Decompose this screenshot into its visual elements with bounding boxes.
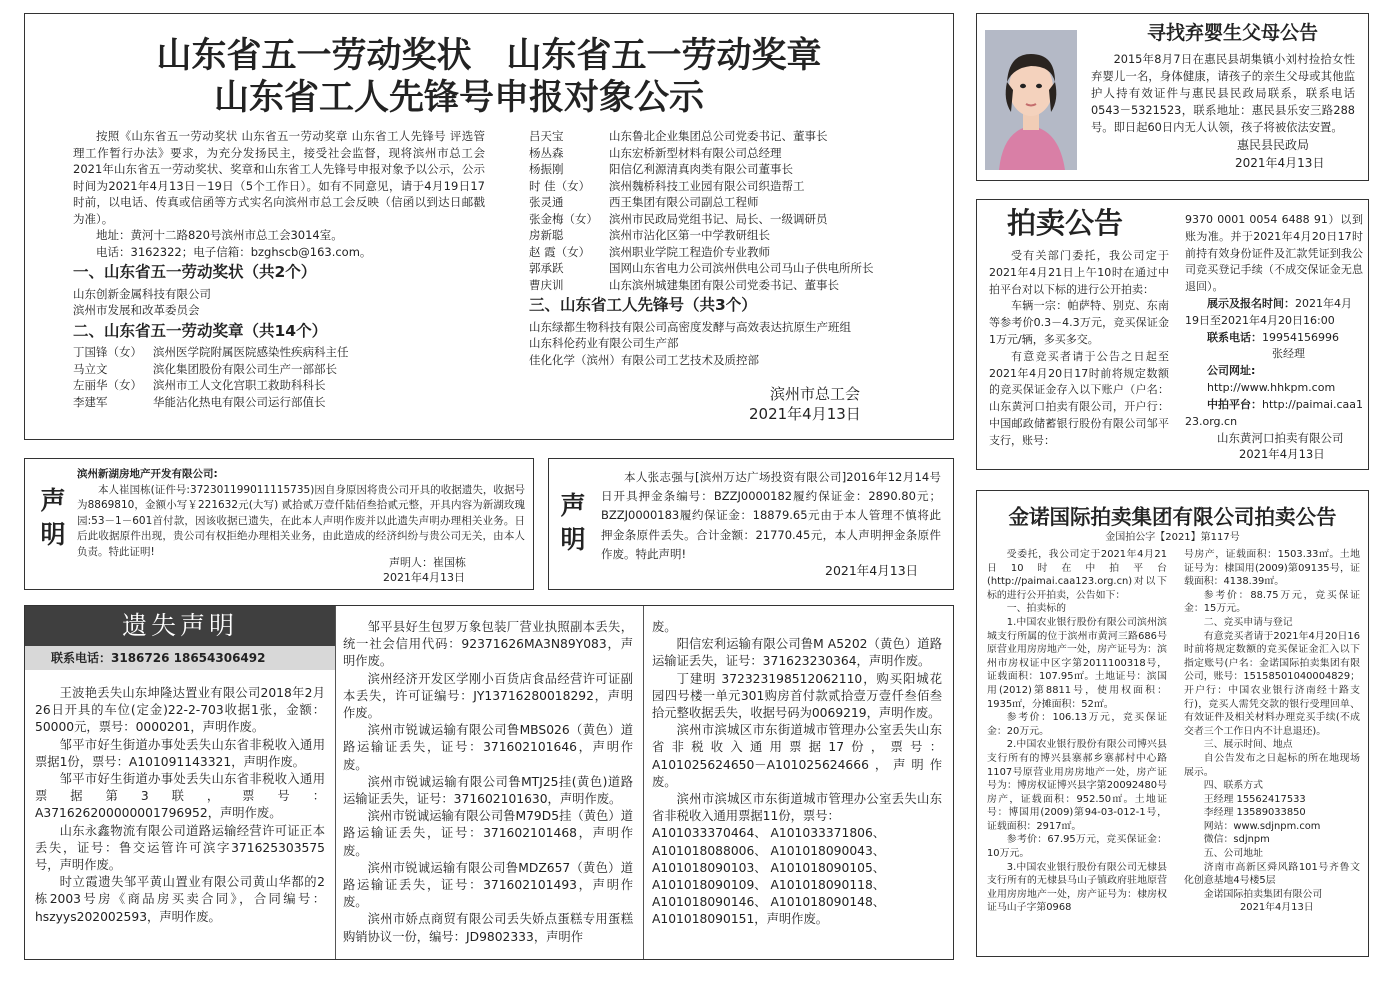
auction1-title: 拍卖公告 <box>1007 206 1124 240</box>
labor-sec2-row <box>73 394 485 411</box>
lost-entry: 阳信宏利运输有限公司鲁M A5202（黄色）道路运输证丢失，证号：371623230364，声明作废。 <box>652 637 942 669</box>
auction2-para: 参考价：88.75万元，竞买保证金：15万元。 <box>1184 589 1360 615</box>
labor-sec3-item: 佳化化学（滨州）有限公司工艺技术及质控部 <box>529 352 759 367</box>
honoree-unit: 滨州市民政局党组书记、局长、一级调研员 <box>609 211 828 226</box>
decl1-company: 滨州新湖房地产开发有限公司: <box>77 468 218 480</box>
decl1-text: 本人崔国栋(证件号:372301199011115735)因自身原因将贵公司开具的收据遗失，收据号为8869810，金额小写￥221632元(大写) 贰拾贰万壹仟陆佰叁拾贰元整，开具内容为新湖玫瑰园:53－1－601首付款，因该收据已遗失，在此本人声明作废并以此遗失声明办理相关业务。日后此收据原件出现，贵公司有权拒绝办理相关业务，由此造成的经济纠纷与贵公司无关，由本人负责。特此证明! <box>77 483 525 558</box>
auction2-contact: 李经理 13589033850 <box>1203 807 1306 819</box>
labor-award-notice <box>24 13 954 440</box>
honoree-name: 张灵通 <box>529 195 564 209</box>
honoree-unit: 阳信亿利源清真肉类有限公司董事长 <box>609 162 793 176</box>
ticket-number-row: A101018090151，声明作废。 <box>652 912 829 927</box>
labor-sec2-row <box>529 227 939 244</box>
abandoned-body-text: 2015年8月7日在惠民县胡集镇小刘村捡拾女性弃婴儿一名，身体健康，请孩子的亲生父母或其他监护人持有效证件与惠民县民政局联系，联系电话0543－5321523，联系地址：惠民县乐安三路288号。即日起60日内无人认领，孩子将被依法安置。 <box>1091 53 1355 134</box>
honoree-name: 曹庆训 <box>529 277 564 292</box>
lost-entry: 王波艳丢失山东坤隆达置业有限公司2018年2月26日开具的车位(定金)22-2-703收据1张，金额：50000元，票号：0000201，声明作废。 <box>35 686 325 735</box>
honoree-name: 马立文 <box>73 361 108 376</box>
lost-col1 <box>35 685 325 926</box>
honoree-name: 杨振刚 <box>529 162 564 176</box>
auction2-col1 <box>987 548 1167 915</box>
auction1-para: 有意竞买者请于公告之日起至2021年4月20日17时前将规定数额的竞买保证金存入以下账户（户名：山东黄河口拍卖有限公司，开户行：中国邮政储蓄银行股份有限公司邹平支行，账号： <box>989 349 1169 447</box>
labor-sec3-item: 山东绿都生物科技有限公司高密度发酵与高效表达抗原生产班组 <box>529 319 851 334</box>
contact-label: 联系电话： <box>1207 330 1262 344</box>
honoree-unit: 滨州职业学院工程造价专业教师 <box>609 244 770 259</box>
labor-sec1-item: 滨州市发展和改革委员会 <box>73 303 200 317</box>
lost-entry: 滨州市锐诚运输有限公司鲁MDZ657（黄色）道路运输证丢失，证号：371602101493，声明作废。 <box>343 860 633 910</box>
auction1-para: 9370 0001 0054 6488 91）以到账为准。并于2021年4月20日17时前持有效身份证件及汇款凭证到我公司竞买登记手续（不成交保证金无息退回）。 <box>1185 213 1363 294</box>
auction1-col2 <box>1185 212 1363 430</box>
honoree-name: 时 佳（女） <box>529 178 591 193</box>
labor-sec2-row <box>529 244 939 261</box>
lost-entry: 邹平市好生街道办事处丢失山东省非税收入通用票据1份，票号：A101091143321，声明作废。 <box>35 737 325 769</box>
labor-left-column <box>73 128 485 410</box>
declaration-cui <box>24 458 534 590</box>
auction2-para: 受委托，我公司定于2021年4月21日10时在中拍平台(http://paimai.caa123.org.cn)对以下标的进行公开拍卖，公告如下： <box>987 549 1167 601</box>
auction-notice-hhk <box>976 199 1369 470</box>
labor-sec2-row <box>73 361 485 378</box>
decl2-text: 本人张志强与[滨州万达广场投资有限公司]2016年12月14号日开具押金条编号：BZZJ0000182履约保证金：2890.80元；BZZJ0000183履约保证金：18879.65元由于本人管理不慎将此押金条原件丢失。合计金额：21770.45元，本人声明押金条原件作废。特此声明! <box>601 470 941 561</box>
auction2-date: 2021年4月13日 <box>1240 902 1314 914</box>
auction1-col1 <box>989 248 1169 450</box>
lost-entry: 滨州市锐诚运输有限公司鲁M79D5挂（黄色）道路运输证丢失，证号：371602101468，声明作废。 <box>343 809 633 858</box>
abandoned-title: 寻找弃婴生父母公告 <box>1146 22 1318 44</box>
decl1-body <box>77 467 525 561</box>
labor-sec2-row <box>529 161 939 178</box>
auction2-para: 1.中国农业银行股份有限公司滨州滨城支行所属的位于滨州市黄河三路686号原营业用房房地产一处，房产证号为：滨州市房权证中区字第2011100318号，证载面积：107.95㎡。土地证号：滨国用(2012)第8811号，使用权面积：1935㎡，分摊面积：52㎡。 <box>987 616 1167 710</box>
platform-value: http://paimai.caa123.org.cn <box>1185 397 1364 428</box>
lost-entry: 邹平县好生包罗万象包装厂营业执照副本丢失，统一社会信用代码：92371626MA3N89Y083，声明作废。 <box>343 620 633 669</box>
honoree-unit: 滨州市沾化区第一中学教研组长 <box>609 228 770 242</box>
contact-value: 19954156996 <box>1262 330 1339 344</box>
lost-col2 <box>343 619 633 946</box>
ticket-number-row: A101033370464、 A101033371806、 <box>652 826 886 841</box>
honoree-name: 赵 霞（女） <box>529 244 591 259</box>
labor-phone: 电话：3162322；电子信箱：bzghscb@163.com。 <box>96 244 372 259</box>
lost-entry: 丁建明 372323198512062110，购买阳城花园四号楼一单元301购房首付款贰拾壹万壹仟叁佰叁拾元整收据丢失，收据号码为0069219，声明作废。 <box>652 671 942 721</box>
labor-sec2-row <box>529 277 939 294</box>
labor-sec3-heading: 三、山东省工人先锋号（共3个） <box>529 296 757 314</box>
lost-entry: 邹平市好生街道办事处丢失山东省非税收入通用票据第3联，票号：A371626200000001796952，声明作废。 <box>35 772 325 821</box>
lost-contact: 联系电话：3186726 18654306492 <box>25 646 335 670</box>
ticket-number-row: A101018090109、 A101018090118、 <box>652 878 886 893</box>
lost-entry: 滨州市滨城区市东街道城市管理办公室丢失山东省非税收入通用票据11份，票号： <box>652 792 942 824</box>
decl2-title: 声明 <box>560 491 586 554</box>
ticket-number-row: A101018090103、 A101018090105、 <box>652 860 886 875</box>
auction2-subtitle: 金国拍公字【2021】第117号 <box>1105 532 1240 543</box>
web-value: http://www.hhkpm.com <box>1207 380 1336 394</box>
auction2-sign: 金诺国际拍卖集团有限公司 <box>1203 888 1323 900</box>
auction2-contact: 王经理 15562417533 <box>1203 793 1306 805</box>
labor-sec2-row <box>529 178 939 195</box>
honoree-name: 张金梅（女） <box>529 211 598 226</box>
labor-date: 2021年4月13日 <box>749 405 861 423</box>
lost-header <box>25 606 335 646</box>
lost-entry: 滨州市锐诚运输有限公司鲁MBS026（黄色）道路运输证丢失，证号：371602101646，声明作废。 <box>343 723 633 772</box>
labor-sec3-item: 山东科伦药业有限公司生产部 <box>529 336 679 350</box>
contact-name: 张经理 <box>1272 347 1305 361</box>
decl1-title: 声明 <box>40 486 66 549</box>
auction2-address: 济南市高新区舜风路101号齐鲁文化创意基地4号楼5层 <box>1184 861 1360 887</box>
labor-right-column <box>529 128 939 368</box>
show-value: 2021年4月19日至2021年4月20日16:00 <box>1185 296 1352 327</box>
auction2-website: 网站：www.sdjnpm.com <box>1203 820 1321 832</box>
honoree-unit: 滨州医学院附属医院感染性疾病科主任 <box>153 345 349 359</box>
labor-sec2-row <box>529 128 939 145</box>
honoree-name: 左丽华（女） <box>73 378 142 392</box>
abandoned-sign: 惠民县民政局 <box>1237 138 1310 152</box>
auction2-para: 3.中国农业银行股份有限公司无棣县支行所有的无棣县马山子镇政府驻地原营业用房房地产一处，房产证号为：棣房权证马山子字第0968 <box>987 861 1167 914</box>
web-label: 公司网址: <box>1207 364 1256 378</box>
lost-col3 <box>652 619 942 929</box>
declaration-zhang <box>548 458 954 590</box>
auction1-para: 受有关部门委托，我公司定于2021年4月21日上午10时在通过中拍平台对以下标的进行公开拍卖： <box>989 249 1169 296</box>
child-portrait-image <box>985 30 1077 170</box>
lost-entry: 山东永鑫物流有限公司道路运输经营许可证正本丢失，证号：鲁交运管许可滨字371625303575号，声明作废。 <box>35 823 325 873</box>
abandoned-baby-notice <box>976 13 1369 181</box>
labor-sec2-row <box>529 145 939 162</box>
labor-sec1-item: 山东创新金属科技有限公司 <box>73 286 211 301</box>
auction2-para: 号房产，证载面积：1503.33㎡。土地证号为：棣国用(2009)第09135号，证载面积：4138.39㎡。 <box>1184 549 1360 588</box>
honoree-unit: 山东鲁北企业集团总公司党委书记、董事长 <box>609 129 828 143</box>
honoree-unit: 国网山东省电力公司滨州供电公司马山子供电所所长 <box>609 261 874 275</box>
honoree-unit: 滨州魏桥科技工业园有限公司织造帮工 <box>609 178 805 193</box>
honoree-unit: 华能沾化热电有限公司运行部值长 <box>153 394 326 409</box>
honoree-name: 郭承跃 <box>529 261 564 275</box>
labor-sec2-row <box>529 260 939 277</box>
labor-intro: 按照《山东省五一劳动奖状 山东省五一劳动奖章 山东省工人先锋号 评选管理工作暂行办法》要求，为充分发扬民主，接受社会监督，现将滨州市总工会2021年山东省五一劳动奖状、奖章和山东省工人先锋号申报对象予以公示，公示时间为2021年4月13日－19日（5个工作日）。如有不同意见，请于4月19日17时前，以电话、传真或信函等方式实名向滨州市总工会反映（信函以到达日邮戳为准）。 <box>73 129 485 226</box>
auction2-wechat: 微信：sdjnpm <box>1203 834 1270 846</box>
show-label: 展示及报名时间： <box>1207 296 1295 310</box>
lost-title: 遗失声明 <box>121 611 238 640</box>
auction2-para: 有意竞买者请于2021年4月20日16时前将规定数额的竞买保证金汇入以下指定账号(户名：金诺国际拍卖集团有限公司，账号：15158501040004829；开户行：中国农业银行济南经十路支行)，竞买人需凭交款的银行受理回单、有效证件及相关材料办理竞买手续(不成交者三个工作日内不计息退还)。 <box>1184 630 1360 737</box>
abandoned-date: 2021年4月13日 <box>1235 156 1325 170</box>
auction2-heading: 一、拍卖标的 <box>1006 603 1067 615</box>
labor-sec1-heading: 一、山东省五一劳动奖状（共2个） <box>73 263 317 281</box>
lost-entry: 废。 <box>652 620 677 634</box>
lost-entry: 滨州市滨城区市东街道城市管理办公室丢失山东省非税收入通用票据17份，票号：A101025624650－A101025624666，声明作废。 <box>652 723 942 789</box>
honoree-name: 房新聪 <box>529 228 564 242</box>
decl1-date: 2021年4月13日 <box>383 571 465 584</box>
labor-sec2-heading: 二、山东省五一劳动奖章（共14个） <box>73 321 328 340</box>
lost-entry: 滨州市娇点商贸有限公司丢失娇点蛋糕专用蛋糕购销协议一份，编号：JD9802333，声明作 <box>343 912 633 944</box>
auction-notice-jinnuo <box>976 490 1369 957</box>
labor-sec2-row <box>529 211 939 228</box>
labor-sec2-row <box>73 344 485 361</box>
ticket-number-row: A101018088006、 A101018090043、 <box>652 843 886 858</box>
lost-divider <box>335 606 336 960</box>
auction1-date: 2021年4月13日 <box>1239 447 1325 461</box>
lost-entry: 滨州经济开发区学刚小百货店食品经营许可证副本丢失，许可证编号：JY13716280018292，声明作废。 <box>343 671 633 721</box>
honoree-name: 丁国锋（女） <box>73 345 142 359</box>
auction2-heading: 二、竞买申请与登记 <box>1203 616 1293 628</box>
honoree-unit: 西王集团有限公司副总工程师 <box>609 195 759 209</box>
honoree-name: 李建军 <box>73 394 108 409</box>
platform-label: 中拍平台： <box>1207 397 1262 411</box>
auction2-heading: 三、展示时间、地点 <box>1203 739 1293 751</box>
honoree-unit: 滨州市工人文化宫职工救助科科长 <box>153 378 326 392</box>
labor-address: 地址：黄河十二路820号滨州市总工会3014室。 <box>96 228 343 242</box>
labor-sign: 滨州市总工会 <box>769 385 860 403</box>
auction2-para: 2.中国农业银行股份有限公司博兴县支行所有的博兴县寨郝乡寨郝村中心路1107号原营业用房房地产一处，房产证号为：博房权证博兴县字第20092480号房产，证载面积：952.50㎡。土地证号：博国用(2009)第94-03-012-1号，证载面积：2917㎡。 <box>987 739 1167 832</box>
auction2-para: 自公告发布之日起标的所在地现场展示。 <box>1184 752 1360 778</box>
honoree-unit: 山东宏桥新型材料有限公司总经理 <box>609 145 782 160</box>
decl2-body <box>601 468 941 564</box>
child-photo <box>985 30 1077 170</box>
honoree-unit: 滨化集团股份有限公司生产一部部长 <box>153 361 337 376</box>
decl2-date: 2021年4月13日 <box>825 563 919 578</box>
decl1-sign: 声明人：崔国栋 <box>389 556 466 569</box>
labor-sec2-row <box>73 377 485 394</box>
labor-sec2-row <box>529 194 939 211</box>
auction2-heading: 四、联系方式 <box>1203 780 1264 792</box>
lost-entry: 时立霞遗失邹平黄山置业有限公司黄山华都的2栋2003号房《商品房买卖合同》，合同编号：hszyys202002593，声明作废。 <box>35 875 325 924</box>
auction2-para: 参考价：106.13万元，竞买保证金：20万元。 <box>987 712 1167 737</box>
auction1-sign: 山东黄河口拍卖有限公司 <box>1217 431 1344 445</box>
labor-title-line2: 山东省工人先锋号申报对象公示 <box>213 78 704 118</box>
lost-divider <box>643 606 644 960</box>
labor-title-line1: 山东省五一劳动奖状 山东省五一劳动奖章 <box>156 36 822 76</box>
auction1-para: 车辆一宗：帕萨特、别克、东南等参考价0.3－4.3万元，竞买保证金1万元/辆，多买多交。 <box>989 299 1169 346</box>
auction2-heading: 五、公司地址 <box>1203 848 1264 860</box>
lost-entry: 滨州市锐诚运输有限公司鲁MTJ25挂(黄色)道路运输证丢失，证号：371602101630，声明作废。 <box>343 774 633 807</box>
honoree-unit: 山东滨州城建集团有限公司党委书记、董事长 <box>609 277 839 292</box>
honoree-name: 吕天宝 <box>529 129 564 143</box>
honoree-name: 杨丛森 <box>529 145 564 160</box>
abandoned-body <box>1091 51 1355 136</box>
lost-items-notice <box>24 605 954 960</box>
ticket-number-row: A101018090146、 A101018090148、 <box>652 895 886 910</box>
auction2-col2 <box>1184 548 1360 915</box>
auction2-para: 参考价：67.95万元，竞买保证金：10万元。 <box>987 834 1167 860</box>
auction2-title: 金诺国际拍卖集团有限公司拍卖公告 <box>1008 505 1337 529</box>
